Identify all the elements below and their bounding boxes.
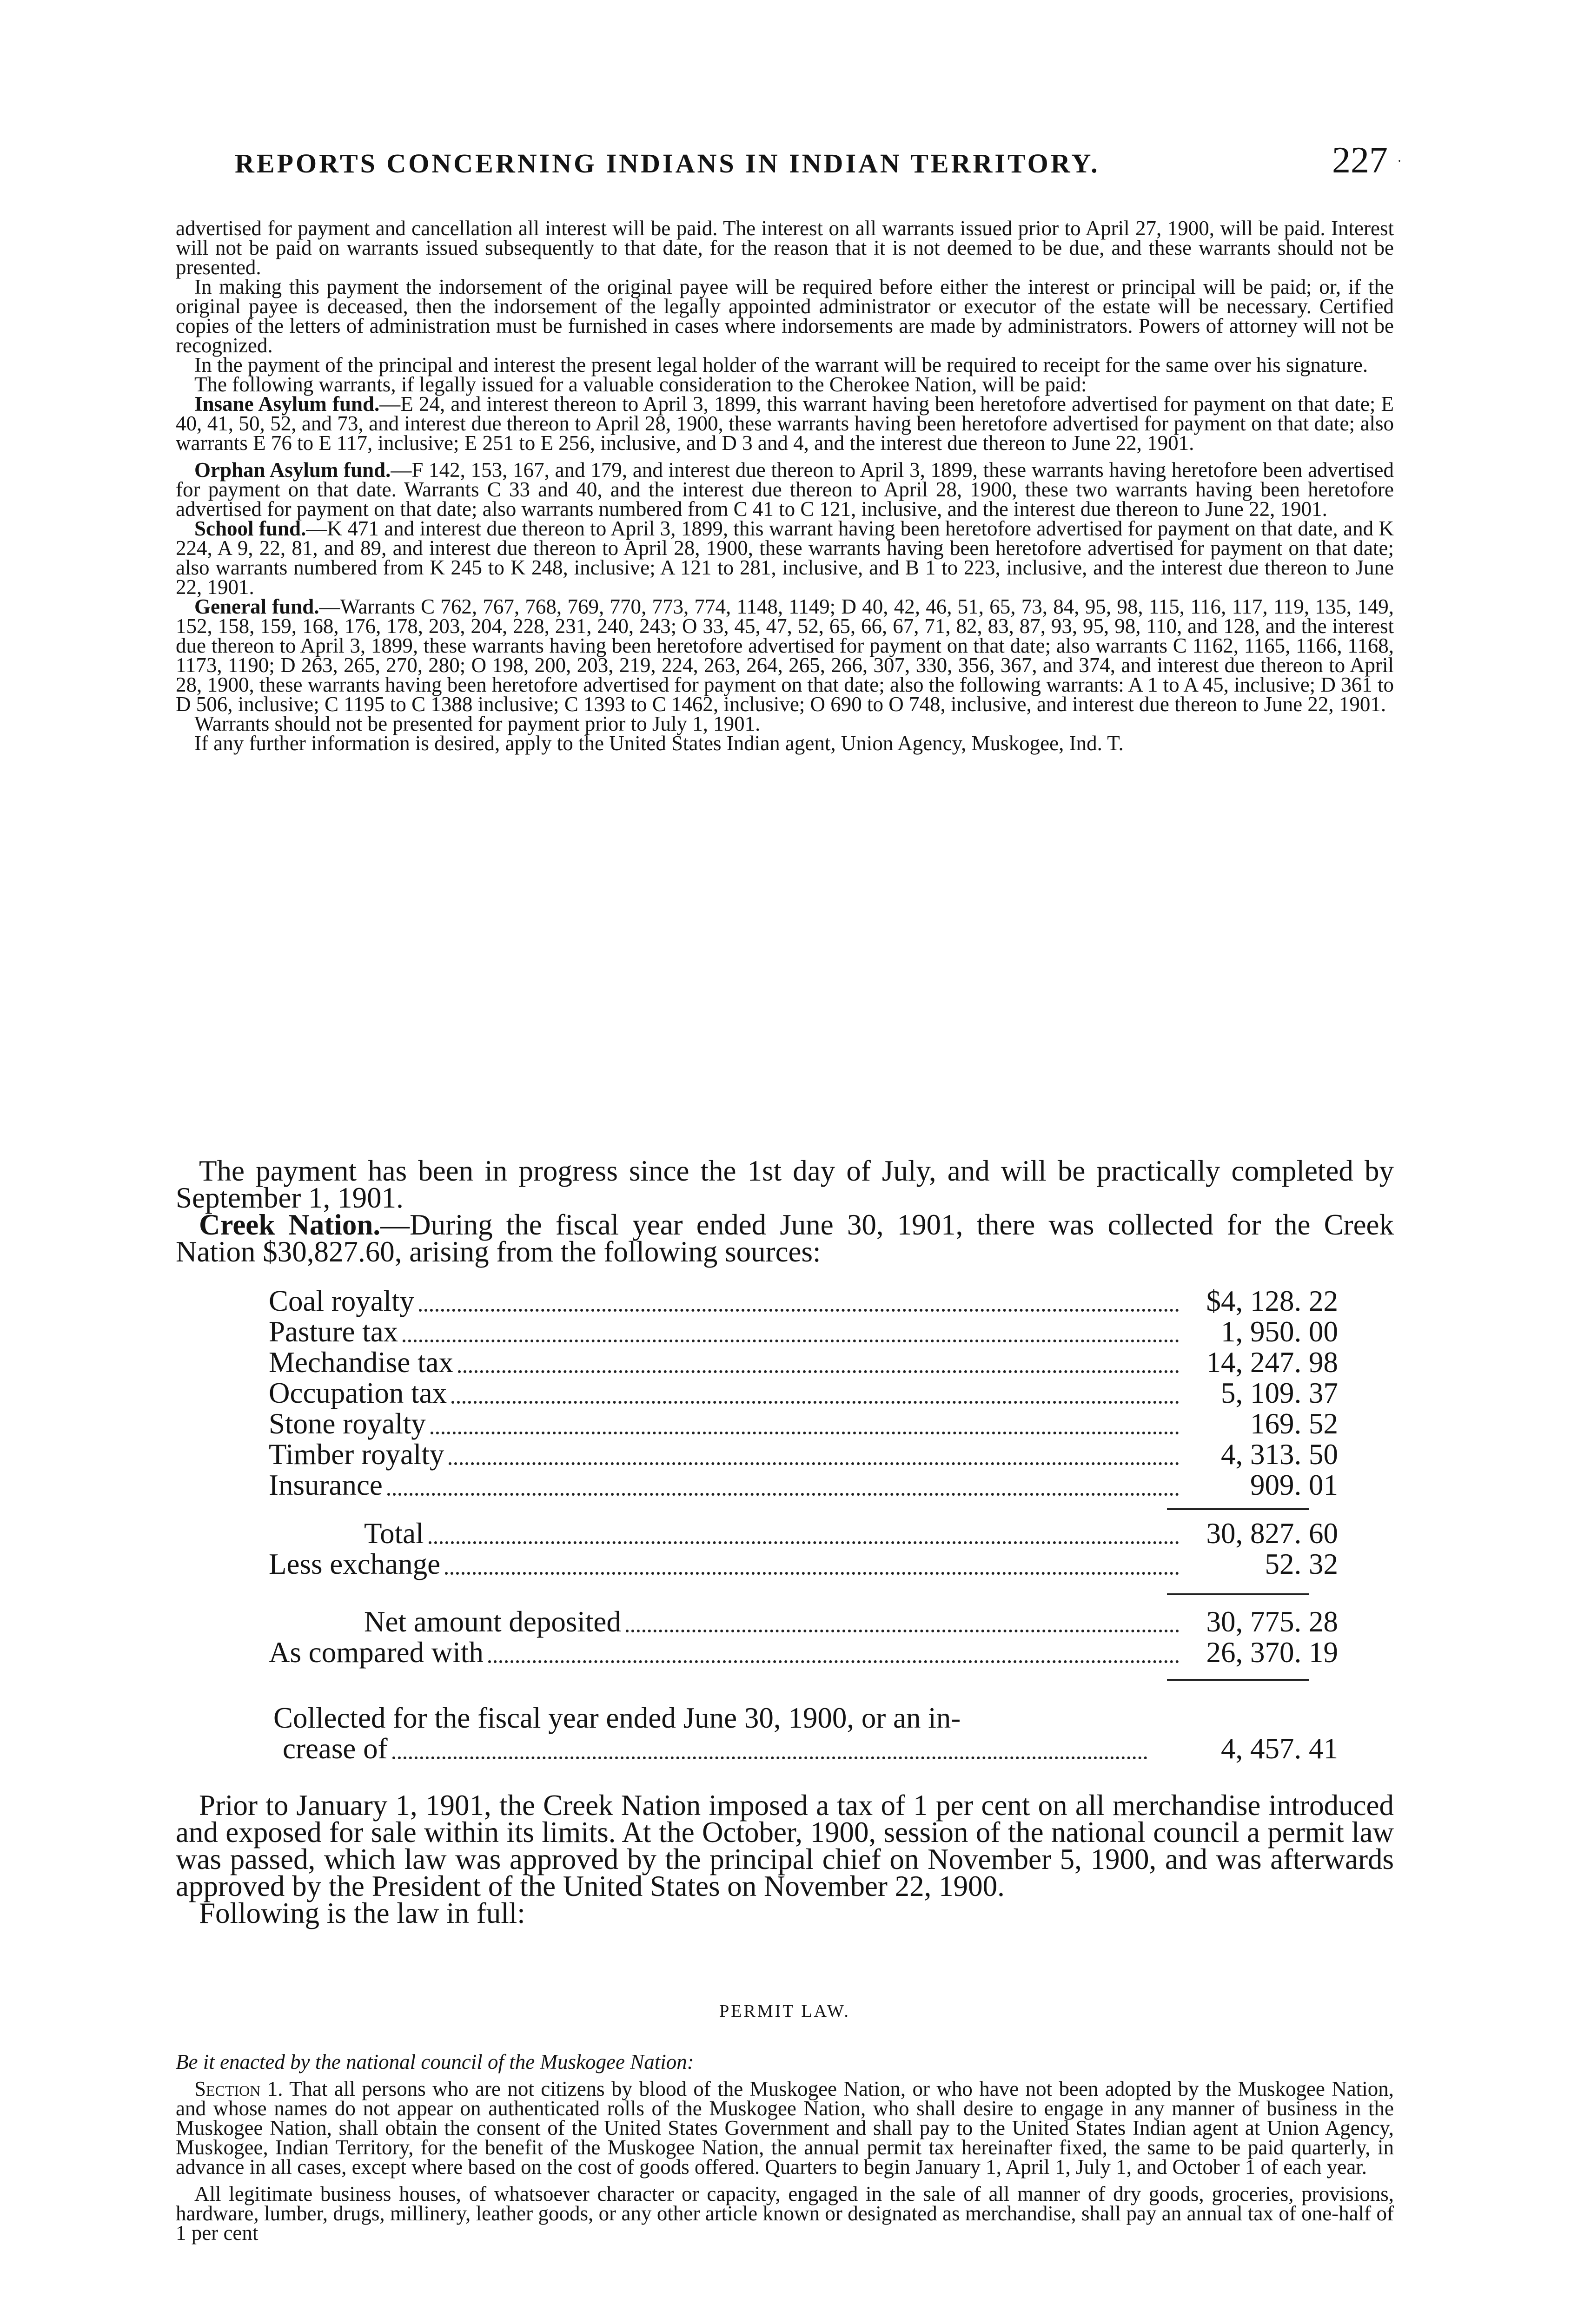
exchange-label: Less exchange [269,1548,441,1580]
total-label: Total [364,1517,424,1550]
increase-amount: 4, 457. 41 [1221,1732,1338,1765]
fund-text: —E 24, and interest thereon to April 3, 1899, this warrant having been heretofore advertised for payment on that date; E 40, 41, 50, 52, and 73, and interest due thereon to April 28, 1900, these warrants having been heretofore advertised for payment on that date; also warrants E 76 to E 117, inclusive; E 251 to E 256, inclusive, and D 3 and 4, and the interest due thereon to June 22, 1901. [176,392,1394,455]
fund-text: —Warrants C 762, 767, 768, 769, 770, 773, 774, 1148, 1149; D 40, 42, 46, 51, 65, 73, 84, 95, 98, 115, 116, 117, 119, 135, 149, 152, 158, 159, 168, 176, 178, 203, 204, 228, 231, 240, 243; O 33, 45, 47, 52, 65, 66, 67, 71, 82, 83, 87, 93, 95, 98, 110, and 128, and the interest due thereon to April 3, 1899, these warrants having been heretofore advertised for payment on that date; also warrants C 1162, 1165, 1166, 1168, 1173, 1190; D 263, 265, 270, 280; O 198, 200, 203, 219, 224, 263, 264, 265, 266, 307, 330, 356, 367, and 374, and interest due thereon to April 28, 1900, these warrants having been heretofore advertised for payment on that date; also the following warrants: A 1 to A 45, inclusive; D 361 to D 506, inclusive; C 1195 to C 1388 inclusive; C 1393 to C 1462, inclusive; O 690 to O 748, inclusive, and interest due thereon to June 22, 1901. [176,595,1394,716]
orphan-asylum-paragraph [176,460,1394,519]
revenue-items [269,1287,1338,1502]
revenue-amount: $4, 128. 22 [1206,1285,1338,1317]
notice-paragraph: If any further information is desired, apply to the United States Indian agent, Union Agency, Muskogee, Ind. T. [194,732,1124,755]
fund-label: Insane Asylum fund. [194,392,380,416]
totals-table [269,1517,1338,1581]
header-mark: · [1397,153,1402,169]
creek-text: —During the fiscal year ended June 30, 1901, there was collected for the Creek Nation $30,827.60, arising from the following sources: [176,1208,1394,1268]
exchange-amount: 52. 32 [1265,1548,1338,1580]
permit-intro-block [176,1789,1394,1929]
page-number: 227 [1332,140,1388,181]
fund-text: —F 142, 153, 167, and 179, and interest due thereon to April 3, 1899, these warrants having heretofore been advertised for payment on that date. Warrants C 33 and 40, and the interest due thereon to April 28, 1900, these two warrants having been heretofore advertised for payment on that date; also warrants numbered from C 41 to C 121, inclusive, and the interest due thereon to June 22, 1901. [176,458,1394,521]
revenue-amount: 1, 950. 00 [1221,1315,1338,1348]
creek-label: Creek Nation. [199,1208,381,1241]
creek-nation-paragraph [176,1208,1394,1268]
increase-table [269,1701,1338,1766]
body-paragraph: Following is the law in full: [199,1897,525,1929]
total-amount: 30, 827. 60 [1206,1517,1338,1550]
revenue-row [269,1346,1338,1380]
increase-label: crease of [283,1732,388,1765]
insane-asylum-paragraph [176,394,1394,453]
section-label: Section 1. [194,2077,283,2100]
body-paragraph: Prior to January 1, 1901, the Creek Nation imposed a tax of 1 per cent on all merchandise introduced and exposed for sale within its limits. At the October, 1900, session of the national council a permit law was passed, which law was approved by the principal chief on November 5, 1900, and was afterwards approved by the President of the United States on November 22, 1900. [176,1789,1394,1902]
revenue-amount: 169. 52 [1250,1407,1338,1440]
school-fund-paragraph [176,519,1394,597]
revenue-row [269,1438,1338,1472]
revenue-label: Mechandise tax [269,1346,454,1379]
body-paragraph: The payment has been in progress since the 1st day of July, and will be practically completed by September 1, 1901. [176,1155,1394,1214]
fund-text: —K 471 and interest due thereon to April 3, 1899, this warrant having been heretofore advertised for payment on that date, and K 224, A 9, 22, 81, and 89, and interest due thereon to April 28, 1900, these warrants having been heretofore advertised for payment on that date; also warrants numbered from K 245 to K 248, inclusive; A 121 to 281, inclusive, and B 1 to 223, inclusive, and the interest due thereon to June 22, 1901. [176,517,1394,599]
notice-paragraph: The following warrants, if legally issued for a valuable consideration to the Cherokee Nation, will be paid: [194,373,1087,396]
notice-paragraph: Warrants should not be presented for payment prior to July 1, 1901. [194,712,761,735]
notice-paragraph: In the payment of the principal and interest the present legal holder of the warrant will be required to receipt for the same over his signature. [194,353,1368,376]
revenue-label: Coal royalty [269,1285,415,1317]
revenue-label: Occupation tax [269,1377,447,1409]
revenue-row [269,1407,1338,1441]
running-title: REPORTS CONCERNING INDIANS IN INDIAN TERRITORY. [235,148,1100,178]
fund-label: General fund. [194,595,319,618]
compared-label: As compared with [269,1636,484,1669]
leader-dots [431,1432,1179,1434]
notice-paragraph: In making this payment the indorsement of the original payee will be required before either the interest or principal will be paid; or, if the original payee is deceased, then the indorsement of the legally appointed administrator or executor of the estate will be necessary. Certified copies of the letters of administration must be furnished in cases where indorsements are made by administrators. Powers of attorney will not be recognized. [176,275,1394,357]
revenue-row [269,1287,1338,1318]
collected-line: Collected for the fiscal year ended June 30, 1900, or an in- [273,1702,961,1734]
section-1-paragraph [176,2079,1394,2177]
revenue-amount: 14, 247. 98 [1206,1346,1338,1379]
compare-rule [1167,1679,1309,1681]
notice-block [176,218,1394,753]
notice-paragraph: advertised for payment and cancellation all interest will be paid. The interest on all warrants issued prior to April 27, 1900, will be paid. Interest will not be paid on warrants issued subsequently to that date, for the reason that it is not deemed to be due, and these warrants should not be presented. [176,217,1394,279]
net-row [269,1605,1338,1639]
net-label: Net amount deposited [364,1605,621,1638]
total-row [269,1517,1338,1551]
revenue-label: Timber royalty [269,1438,444,1471]
revenue-row [269,1377,1338,1410]
compared-row [269,1636,1338,1670]
fund-label: School fund. [194,517,306,540]
law-block [176,2052,1394,2243]
law-title: PERMIT LAW. [719,2001,850,2021]
net-rule [1167,1593,1309,1595]
revenue-amount: 909. 01 [1250,1469,1338,1501]
revenue-label: Pasture tax [269,1315,398,1348]
revenue-amount: 5, 109. 37 [1221,1377,1338,1409]
leader-dots [403,1340,1179,1342]
body-block [176,1155,1394,1268]
net-table [269,1605,1338,1670]
revenue-label: Stone royalty [269,1407,426,1440]
fund-label: Orphan Asylum fund. [194,458,391,482]
revenue-row [269,1469,1338,1502]
exchange-row [269,1548,1338,1581]
law-paragraph: All legitimate business houses, of whatsoever character or capacity, engaged in the sale of all manner of dry goods, groceries, provisions, hardware, lumber, drugs, millinery, leather goods, or any other article known or designated as merchandise, shall pay an annual tax of one-half of 1 per cent [176,2182,1394,2245]
increase-row [269,1732,1338,1766]
leader-dots [451,1401,1179,1404]
leader-dots [449,1462,1179,1465]
revenue-amount: 4, 313. 50 [1221,1438,1338,1471]
leader-dots [458,1370,1179,1373]
creek-revenue-table [269,1287,1338,1502]
page-header [235,139,1402,191]
net-amount: 30, 775. 28 [1206,1605,1338,1638]
enacting-clause: Be it enacted by the national council of the Muskogee Nation: [176,2050,694,2073]
sum-rule [1167,1508,1309,1510]
leader-dots [419,1309,1179,1312]
compared-amount: 26, 370. 19 [1206,1636,1338,1669]
leader-dots [387,1493,1179,1496]
section-text: That all persons who are not citizens by blood of the Muskogee Nation, or who have not been adopted by the Muskogee Nation, and whose names do not appear on authenticated rolls of the Muskogee Nation, who shall desire to engage in any manner of business in the Muskogee Nation, shall obtain the consent of the United States Government and shall pay to the United States Indian agent at Union Agency, Muskogee, Indian Territory, for the benefit of the Muskogee Nation, the annual permit tax hereinafter fixed, the same to be paid quarterly, in advance in all cases, except where based on the cost of goods offered. Quarters to begin January 1, April 1, July 1, and October 1 of each year. [176,2077,1394,2179]
general-fund-paragraph [176,597,1394,714]
revenue-label: Insurance [269,1469,383,1501]
revenue-row [269,1315,1338,1349]
